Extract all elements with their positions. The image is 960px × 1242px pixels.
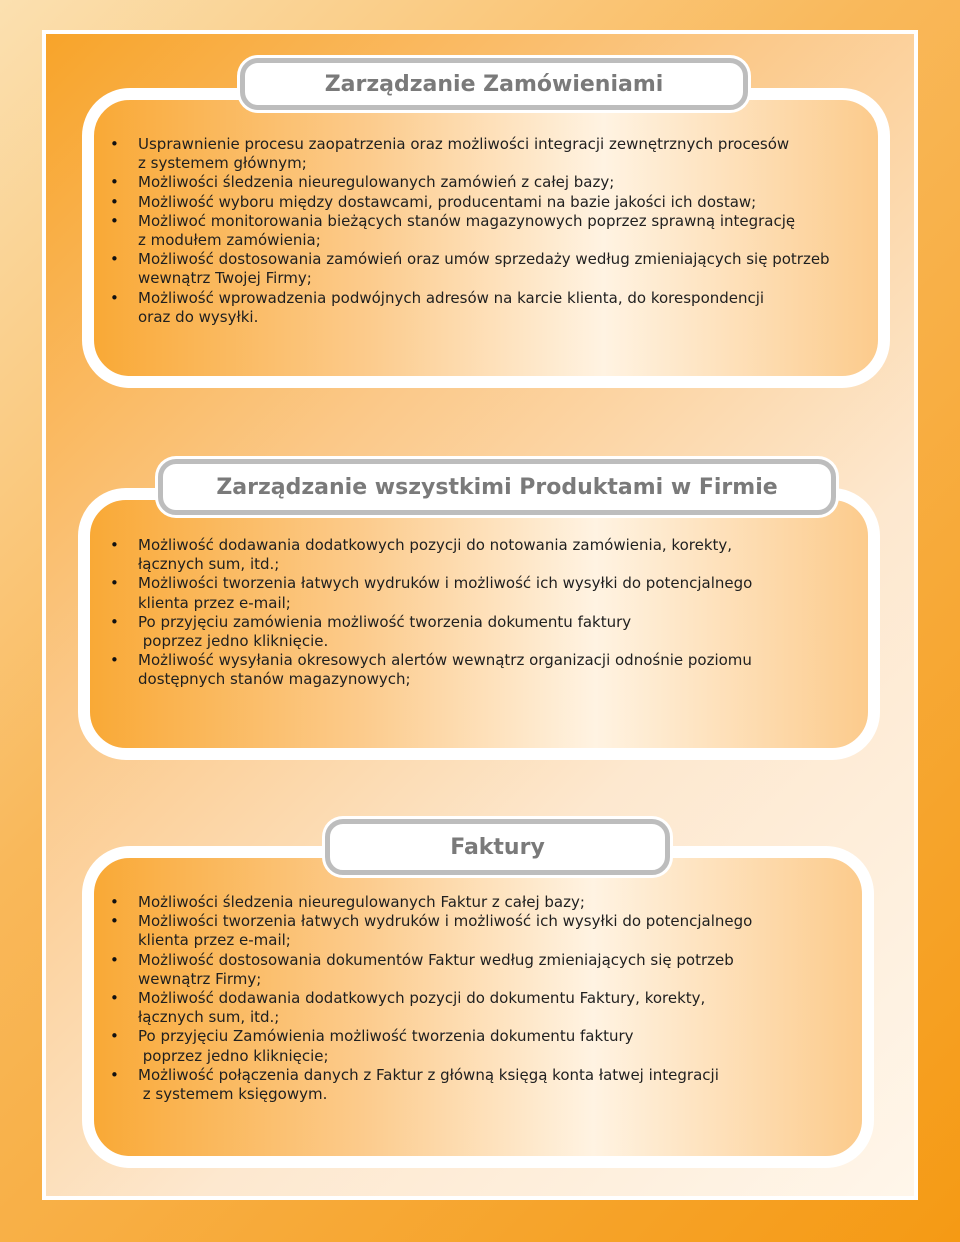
list-item: [110, 912, 870, 950]
list-item: [110, 893, 870, 912]
list-item-text: oraz do wysyłki.: [138, 307, 259, 326]
list-item: [110, 135, 870, 173]
list-item-text: • Możliwość dodawania dodatkowych pozycji do dokumentu Faktury, korekty,: [138, 989, 706, 1008]
list-item-text: • Po przyjęciu Zamówienia możliwość tworzenia dokumentu faktury: [138, 1027, 634, 1046]
list-item-text: dostępnych stanów magazynowych;: [138, 670, 411, 689]
list-item-text: • Możliwość dodawania dodatkowych pozycji do notowania zamówienia, korekty,: [138, 536, 733, 554]
section-list-invoices: [110, 893, 870, 1104]
list-item-text: • Po przyjęciu zamówienia możliwość tworzenia dokumentu faktury: [138, 612, 632, 631]
list-item-text: • Możliwość wyboru między dostawcami, producentami na bazie jakości ich dostaw;: [138, 192, 757, 211]
list-item-text: • Możliwości tworzenia łatwych wydruków i możliwość ich wysyłki do potencjalnego: [138, 912, 753, 931]
list-item: [110, 951, 870, 989]
list-item: [110, 173, 870, 192]
list-item: [110, 989, 870, 1027]
list-item-text: klienta przez e-mail;: [138, 931, 291, 950]
list-item: [110, 289, 870, 327]
section-title-products: Zarządzanie wszystkimi Produktami w Firmie: [158, 459, 836, 515]
list-item: [110, 1027, 870, 1065]
list-item: [110, 613, 870, 651]
list-item: [110, 212, 870, 250]
list-item-text: wewnątrz Twojej Firmy;: [138, 269, 312, 288]
section-list-products: [110, 536, 870, 690]
list-item-text: z modułem zamówienia;: [138, 231, 321, 250]
list-item: [110, 651, 870, 689]
list-item-text: • Możliwość dostosowania zamówień oraz umów sprzedaży według zmieniających się potrzeb: [138, 250, 830, 269]
section-list-orders: [110, 135, 870, 327]
list-item: [110, 193, 870, 212]
list-item-text: • Możliwość dostosowania dokumentów Faktur według zmieniających się potrzeb: [138, 950, 734, 969]
list-item: [110, 574, 870, 612]
section-title-orders: Zarządzanie Zamówieniami: [240, 58, 748, 110]
section-title-invoices: Faktury: [325, 819, 670, 875]
list-item-text: poprzez jedno kliknięcie.: [138, 632, 329, 651]
list-item-text: • Usprawnienie procesu zaopatrzenia oraz możliwości integracji zewnętrznych procesów: [138, 135, 790, 153]
list-item-text: klienta przez e-mail;: [138, 593, 291, 612]
list-item-text: • Możliwość wysyłania okresowych alertów wewnątrz organizacji odnośnie poziomu: [138, 651, 752, 670]
list-item-text: • Możliwość wprowadzenia podwójnych adresów na karcie klienta, do korespondencji: [138, 288, 765, 307]
list-item-text: • Możliwości śledzenia nieuregulowanych zamówień z całej bazy;: [138, 173, 615, 192]
list-item-text: • Możliwość połączenia danych z Faktur z główną księgą konta łatwej integracji: [138, 1065, 719, 1084]
list-item-text: poprzez jedno kliknięcie;: [138, 1046, 329, 1065]
list-item-text: łącznych sum, itd.;: [138, 555, 280, 574]
list-item-text: • Możliwoć monitorowania bieżących stanów magazynowych poprzez sprawną integrację: [138, 211, 796, 230]
list-item-text: łącznych sum, itd.;: [138, 1008, 280, 1027]
list-item-text: • Możliwości śledzenia nieuregulowanych Faktur z całej bazy;: [138, 893, 585, 911]
list-item: [110, 250, 870, 288]
list-item: [110, 1066, 870, 1104]
list-item-text: z systemem głównym;: [138, 154, 307, 173]
list-item: [110, 536, 870, 574]
list-item-text: wewnątrz Firmy;: [138, 969, 262, 988]
list-item-text: • Możliwości tworzenia łatwych wydruków i możliwość ich wysyłki do potencjalnego: [138, 574, 753, 593]
list-item-text: z systemem księgowym.: [138, 1085, 328, 1104]
